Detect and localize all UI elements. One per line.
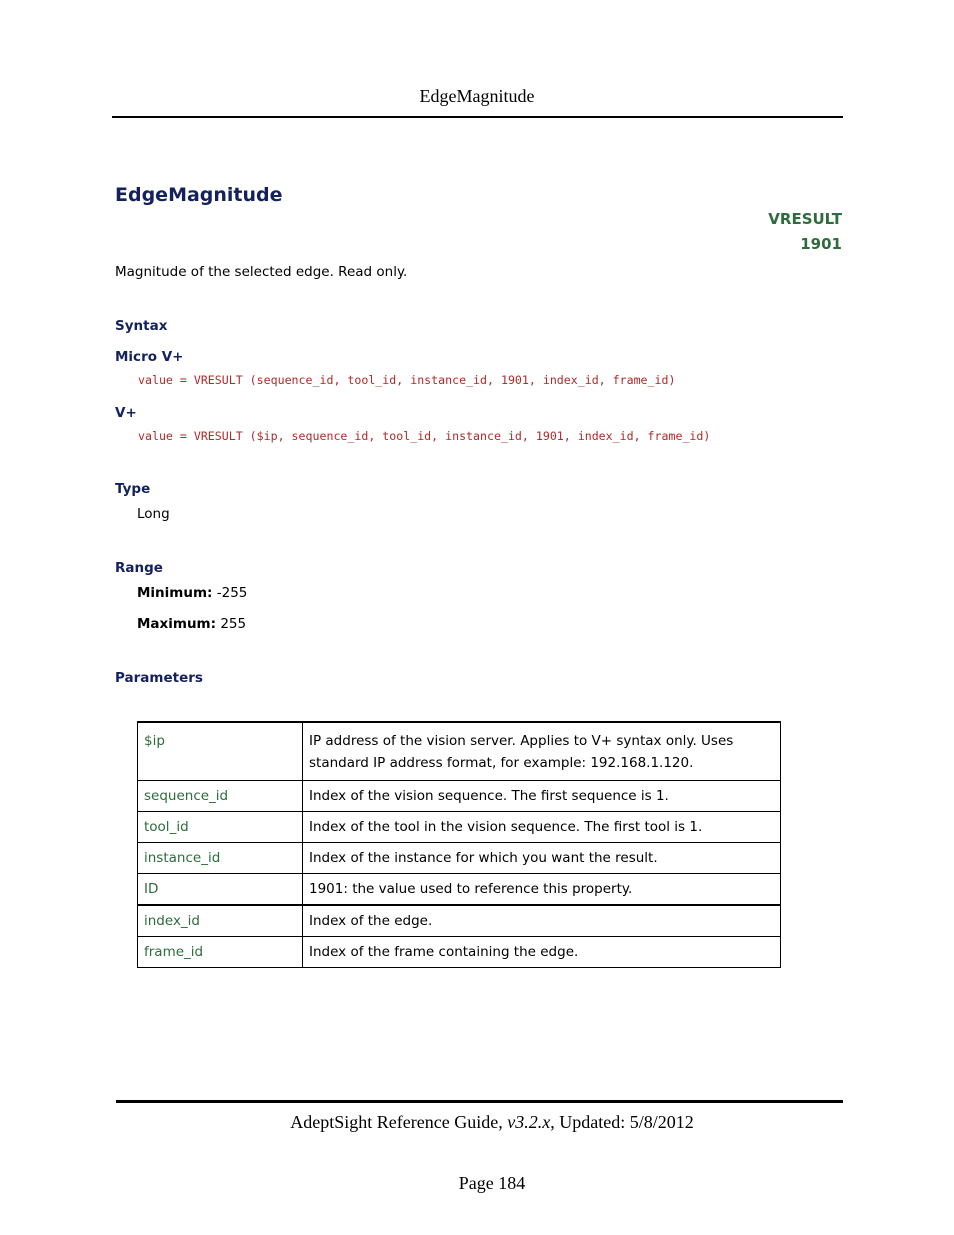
- table-row: [138, 843, 781, 874]
- param-description: IP address of the vision server. Applies to V+ syntax only. Uses standard IP address format, for example: 192.168.1.120.: [303, 722, 781, 781]
- maximum-label: Maximum:: [137, 616, 217, 632]
- table-row: [138, 874, 781, 906]
- param-name: $ip: [138, 722, 303, 781]
- guide-version: , v3.2.x: [498, 1112, 551, 1132]
- param-name: instance_id: [138, 843, 303, 874]
- table-row: [138, 812, 781, 843]
- footer-rule: [116, 1100, 843, 1103]
- range-maximum: [137, 616, 246, 632]
- param-name: sequence_id: [138, 781, 303, 812]
- param-description: Index of the tool in the vision sequence. The first tool is 1.: [303, 812, 781, 843]
- running-header: EdgeMagnitude: [419, 86, 535, 106]
- micro-v-heading: Micro V+: [115, 349, 184, 365]
- maximum-value: 255: [220, 616, 247, 632]
- param-name: index_id: [138, 905, 303, 937]
- minimum-label: Minimum:: [137, 585, 213, 601]
- range-heading: Range: [115, 560, 163, 576]
- page-number: Page 184: [458, 1173, 526, 1193]
- table-row: [138, 781, 781, 812]
- vresult-label: VRESULT: [768, 210, 842, 228]
- v-plus-code: value = VRESULT ($ip, sequence_id, tool_id, instance_id, 1901, index_id, frame_id): [138, 429, 711, 443]
- description: Magnitude of the selected edge. Read only.: [115, 264, 408, 280]
- table-row: [138, 905, 781, 937]
- syntax-heading: Syntax: [115, 318, 168, 334]
- guide-name: AdeptSight Reference Guide: [290, 1112, 499, 1132]
- type-value: Long: [137, 506, 170, 522]
- param-description: Index of the frame containing the edge.: [303, 937, 781, 968]
- table-row: [138, 722, 781, 781]
- param-description: Index of the instance for which you want the result.: [303, 843, 781, 874]
- parameters-table: [137, 721, 781, 968]
- param-description: Index of the edge.: [303, 905, 781, 937]
- guide-updated: , Updated: 5/8/2012: [550, 1112, 694, 1132]
- param-description: 1901: the value used to reference this property.: [303, 874, 781, 906]
- table-row: [138, 937, 781, 968]
- type-heading: Type: [115, 481, 151, 497]
- minimum-value: -255: [216, 585, 248, 601]
- param-description: Index of the vision sequence. The first sequence is 1.: [303, 781, 781, 812]
- header-rule: [112, 116, 843, 118]
- footer-guide-line: [0, 1112, 954, 1133]
- param-name: ID: [138, 874, 303, 906]
- parameters-heading: Parameters: [115, 670, 203, 686]
- param-name: tool_id: [138, 812, 303, 843]
- page-title: EdgeMagnitude: [115, 184, 283, 206]
- range-minimum: [137, 585, 247, 601]
- v-plus-heading: V+: [115, 405, 137, 421]
- vresult-number: 1901: [800, 235, 842, 253]
- param-name: frame_id: [138, 937, 303, 968]
- micro-v-code: value = VRESULT (sequence_id, tool_id, instance_id, 1901, index_id, frame_id): [138, 373, 676, 387]
- vresult-block: [768, 207, 842, 257]
